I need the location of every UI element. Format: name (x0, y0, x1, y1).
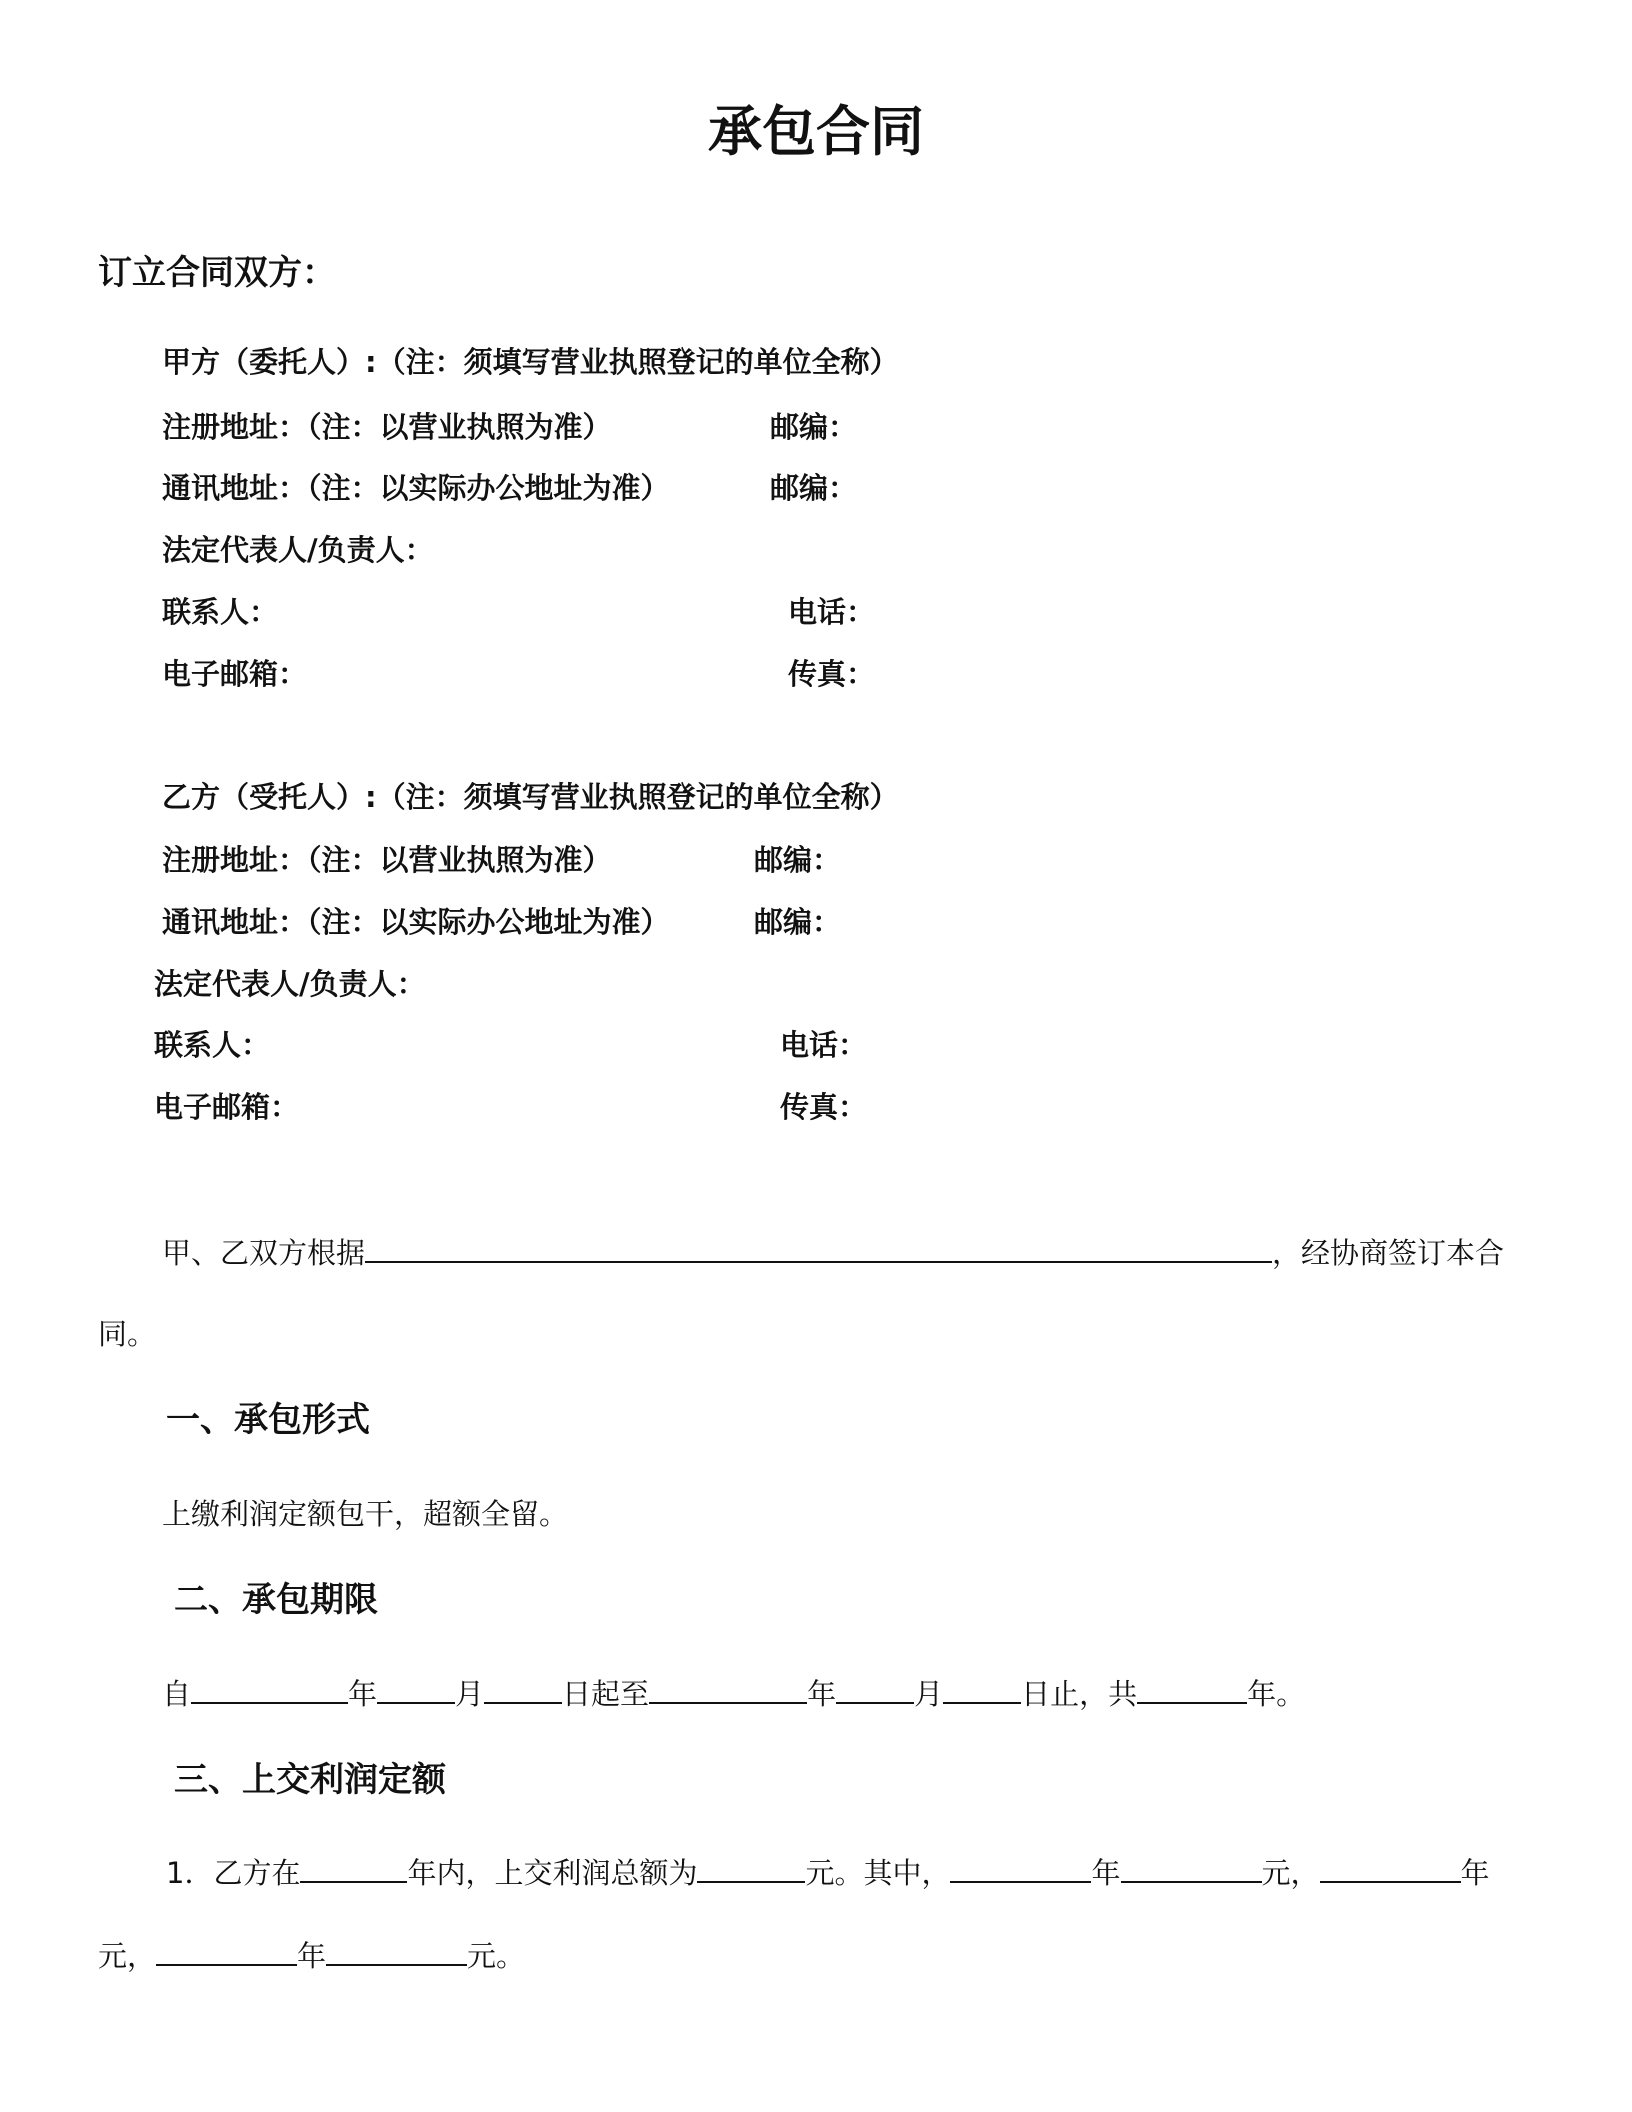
years-blank[interactable] (300, 1851, 407, 1883)
party-b-reg-address: 注册地址：（注：以营业执照为准） (162, 843, 612, 877)
party-a-fax: 传真： (788, 657, 876, 691)
section-3-heading: 三、上交利润定额 (174, 1760, 446, 1800)
profit-text: 元。 (467, 1939, 526, 1973)
party-b-reg-postcode: 邮编： (754, 843, 842, 877)
term-text: 年。 (1247, 1677, 1306, 1711)
section-1-body: 上缴利润定额包干，超额全留。 (162, 1497, 569, 1531)
profit-text: 元， (98, 1939, 157, 1973)
party-b-fax: 传真： (780, 1090, 868, 1124)
intro-after: ，经协商签订本合 (1272, 1236, 1505, 1270)
party-b-name: 乙方（受托人）:（注：须填写营业执照登记的单位全称） (162, 780, 899, 814)
amount-1-blank[interactable] (1121, 1851, 1262, 1883)
parties-heading: 订立合同双方： (98, 253, 336, 293)
profit-text: 元。其中， (805, 1856, 951, 1890)
basis-blank[interactable] (365, 1231, 1272, 1263)
term-text: 月 (914, 1677, 944, 1711)
term-text: 日起至 (562, 1677, 650, 1711)
term-text: 日止，共 (1021, 1677, 1138, 1711)
year-2-blank[interactable] (1320, 1851, 1461, 1883)
party-a-phone: 电话： (788, 595, 876, 629)
document-title: 承包合同 (708, 100, 924, 163)
end-month-blank[interactable] (836, 1672, 914, 1704)
party-a-contact: 联系人： (162, 595, 279, 629)
term-text: 年 (807, 1677, 837, 1711)
party-a-mail-postcode: 邮编： (770, 471, 858, 505)
profit-text: 元， (1261, 1856, 1320, 1890)
party-a-email: 电子邮箱： (162, 657, 308, 691)
section-1-heading: 一、承包形式 (166, 1400, 370, 1440)
profit-text: 年 (1091, 1856, 1121, 1890)
term-text: 年 (348, 1677, 378, 1711)
term-text: 自 (162, 1677, 192, 1711)
party-b-mail-postcode: 邮编： (754, 905, 842, 939)
amount-3-blank[interactable] (326, 1934, 467, 1966)
profit-text: 1．乙方在 (166, 1856, 301, 1890)
start-day-blank[interactable] (484, 1672, 562, 1704)
total-years-blank[interactable] (1137, 1672, 1247, 1704)
end-day-blank[interactable] (943, 1672, 1021, 1704)
start-month-blank[interactable] (377, 1672, 455, 1704)
party-a-name: 甲方（委托人）:（注：须填写营业执照登记的单位全称） (162, 345, 899, 379)
party-a-reg-address: 注册地址：（注：以营业执照为准） (162, 410, 612, 444)
section-2-heading: 二、承包期限 (174, 1580, 378, 1620)
intro-before: 甲、乙双方根据 (162, 1236, 366, 1270)
party-b-email: 电子邮箱： (154, 1090, 300, 1124)
profit-line-1 (166, 1851, 1490, 1893)
intro-continuation: 同。 (98, 1317, 157, 1351)
term-text: 月 (455, 1677, 485, 1711)
party-b-phone: 电话： (780, 1028, 868, 1062)
total-amount-blank[interactable] (697, 1851, 805, 1883)
profit-line-2 (98, 1934, 525, 1976)
intro-line (162, 1231, 1504, 1273)
party-b-contact: 联系人： (154, 1028, 271, 1062)
party-b-mail-address: 通讯地址：（注：以实际办公地址为准） (162, 905, 670, 939)
year-1-blank[interactable] (950, 1851, 1091, 1883)
profit-text: 年 (1460, 1856, 1490, 1890)
profit-text: 年内，上交利润总额为 (407, 1856, 698, 1890)
amount-2-blank[interactable] (156, 1934, 297, 1966)
party-a-legal-rep: 法定代表人/负责人： (162, 533, 434, 567)
term-line (162, 1672, 1305, 1714)
profit-text: 年 (297, 1939, 327, 1973)
party-a-reg-postcode: 邮编： (770, 410, 858, 444)
start-year-blank[interactable] (191, 1672, 348, 1704)
end-year-blank[interactable] (649, 1672, 807, 1704)
party-a-mail-address: 通讯地址：（注：以实际办公地址为准） (162, 471, 670, 505)
party-b-legal-rep: 法定代表人/负责人： (154, 967, 426, 1001)
